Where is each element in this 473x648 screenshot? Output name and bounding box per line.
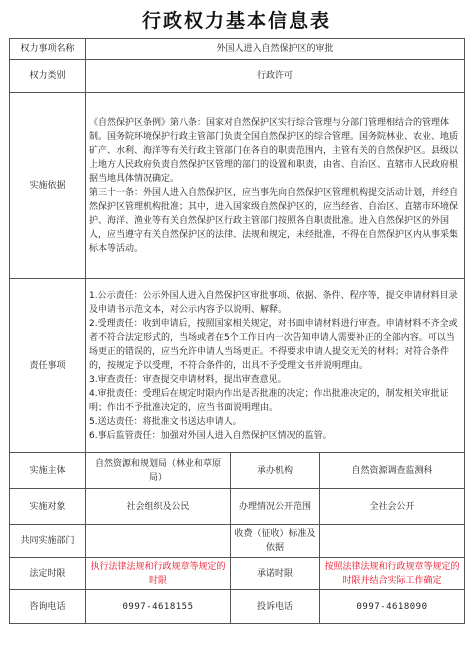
complaint-phone-value: 0997-4618090 [320,590,465,624]
disclosure-label: 办理情况公开范围 [231,489,320,525]
basis-paragraph: 第三十一条：外国人进入自然保护区，应当事先向自然保护区管理机构提交活动计划，并经自然保护区管理机构批准；其中，进入国家级自然保护区的，应当经省、自治区、直辖市环境保护、海洋、渔业等有关自然保护区行政主管部门按照各自职责批准。进入自然保护区的外国人，应当遵守有关自然保护区的法律、法规和规定，未经批准，不得在自然保护区内从事采集标本等活动。 [89,187,459,254]
power-category-label: 权力类别 [10,60,86,93]
duty-item: 6.事后监管责任：加强对外国人进入自然保护区情况的监管。 [89,430,332,441]
row-power-name [10,39,465,60]
promise-limit-value: 按照法律法规和行政规章等规定的时限并结合实际工作确定 [320,558,465,590]
complaint-phone-label: 投诉电话 [231,590,320,624]
subject-value: 自然资源和规划局（林业和草原局） [86,453,231,489]
power-category-value: 行政许可 [86,60,465,93]
duty-item: 2.受理责任：收到申请后，按照国家相关规定，对书面申请材料进行审查。申请材料不齐全或者不符合法定形式的，当场或者在5个工作日内一次告知申请人需要补正的全部内容。可以当场更正的错误的，应当允许申请人当场更正。不得要求申请人提交无关的材料；对符合条件的，按规定予以受理，不符合条件的，出具不予受理文书并说明理由。 [89,318,458,371]
joint-dept-value [86,525,231,558]
agency-value: 自然资源调查监测科 [320,453,465,489]
row-target [10,489,465,525]
power-name-value: 外国人进入自然保护区的审批 [86,39,465,60]
fee-value [320,525,465,558]
consult-phone-label: 咨询电话 [10,590,86,624]
disclosure-value: 全社会公开 [320,489,465,525]
duty-item: 5.送达责任：将批准文书送达申请人。 [89,416,242,427]
basis-paragraph: 《自然保护区条例》第八条：国家对自然保护区实行综合管理与分部门管理相结合的管理体制。国务院环境保护行政主管部门负责全国自然保护区的综合管理。国务院林业、农业、地质矿产、水利、海洋等有关行政主管部门在各自的职责范围内，主管有关的自然保护区。县级以上地方人民政府负责自然保护区管理的部门的设置和职责，由省、自治区、直辖市人民政府根据当地具体情况确定。 [89,117,459,184]
legal-limit-label: 法定时限 [10,558,86,590]
power-name-label: 权力事项名称 [10,39,86,60]
basis-content [86,93,465,279]
row-time-limit [10,558,465,590]
consult-phone-value: 0997-4618155 [86,590,231,624]
page-title: 行政权力基本信息表 [141,10,331,32]
duty-content [86,279,465,453]
subject-label: 实施主体 [10,453,86,489]
target-label: 实施对象 [10,489,86,525]
target-value: 社会组织及公民 [86,489,231,525]
fee-label: 收费（征收）标准及依据 [231,525,320,558]
joint-dept-label: 共同实施部门 [10,525,86,558]
duty-label: 责任事项 [10,279,86,453]
row-subject [10,453,465,489]
basis-label: 实施依据 [10,93,86,279]
legal-limit-value: 执行法律法规和行政规章等规定的时限 [86,558,231,590]
row-joint [10,525,465,558]
duty-item: 4.审批责任：受理后在规定时限内作出是否批准的决定；作出批准决定的，制发相关审批证明；作出不予批准决定的，应当书面说明理由。 [89,388,449,413]
row-duty [10,279,465,453]
duty-item: 3.审查责任：审查提交申请材料，提出审查意见。 [89,374,287,385]
row-phone [10,590,465,624]
row-power-category [10,60,465,93]
row-basis [10,93,465,279]
agency-label: 承办机构 [231,453,320,489]
info-table [9,38,465,624]
duty-item: 1.公示责任：公示外国人进入自然保护区审批事项、依据、条件、程序等，提交申请材料目录及申请书示范文本，对公示内容予以说明、解释。 [89,290,458,315]
promise-limit-label: 承诺时限 [231,558,320,590]
